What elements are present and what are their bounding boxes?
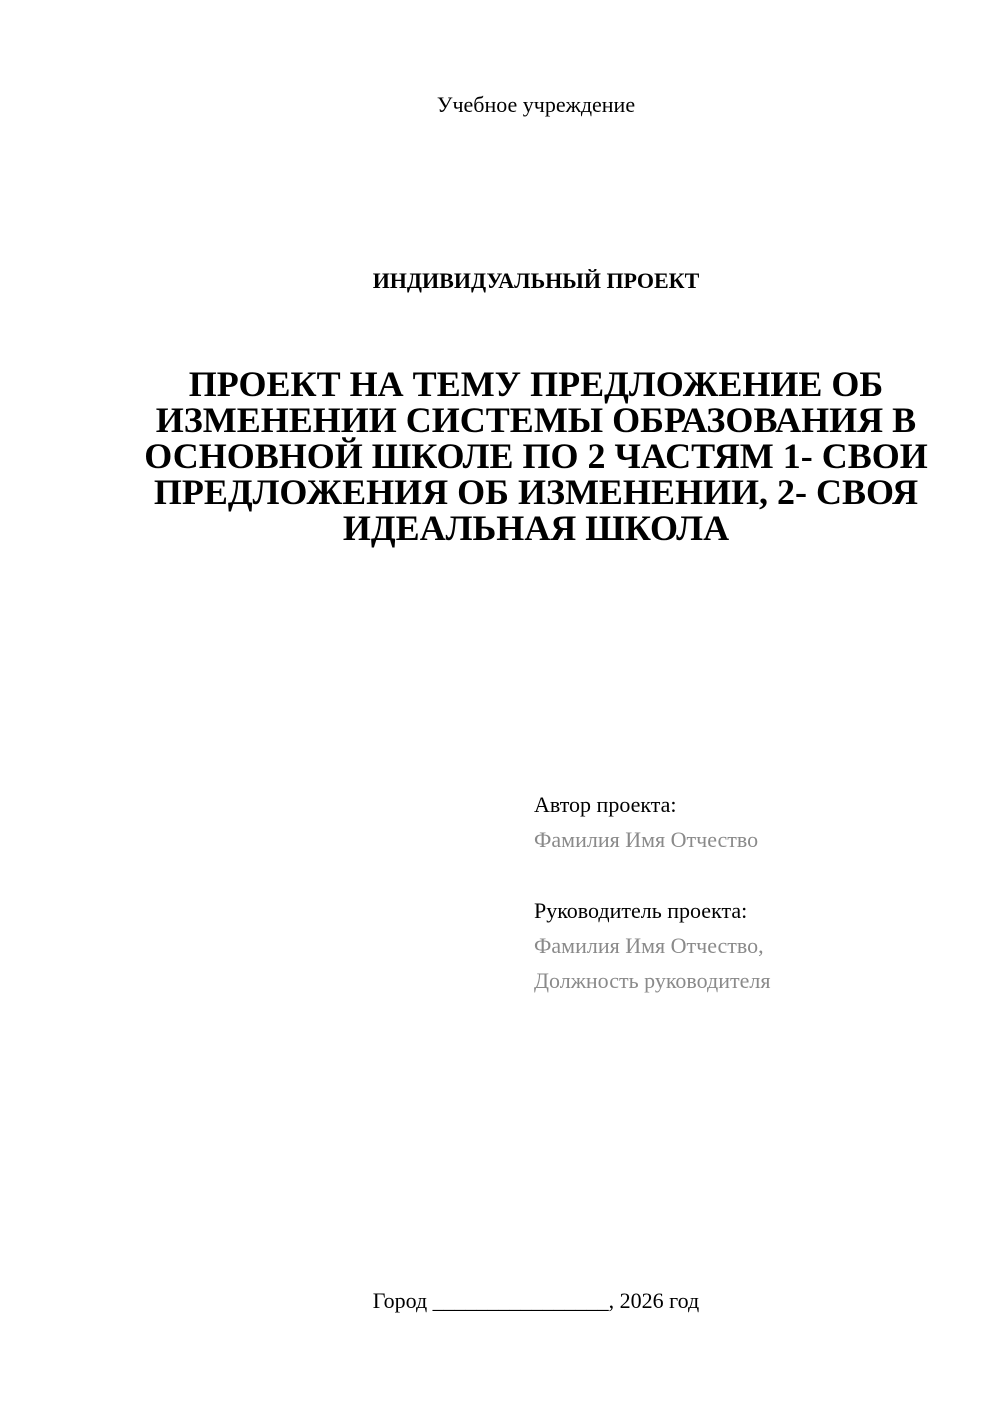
supervisor-block [534, 893, 974, 998]
institution-name: Учебное учреждение [436, 92, 636, 117]
project-title: ПРОЕКТ НА ТЕМУ ПРЕДЛОЖЕНИЕ ОБ ИЗМЕНЕНИИ СИСТЕМЫ ОБРАЗОВАНИЯ В ОСНОВНОЙ ШКОЛЕ ПО 2 ЧАСТЯМ 1- СВОИ ПРЕДЛОЖЕНИЯ ОБ ИЗМЕНЕНИИ, 2- СВОЯ ИДЕАЛЬНАЯ ШКОЛА [144, 364, 928, 548]
project-type-heading: ИНДИВИДУАЛЬНЫЙ ПРОЕКТ [372, 268, 700, 293]
author-label: Автор проекта: [534, 792, 677, 817]
author-block [534, 787, 974, 857]
supervisor-position: Должность руководителя [534, 968, 771, 993]
supervisor-name: Фамилия Имя Отчество, [534, 933, 764, 958]
supervisor-label: Руководитель проекта: [534, 898, 748, 923]
city-year-line: Город ________________, 2026 год [372, 1288, 700, 1313]
author-name: Фамилия Имя Отчество [534, 827, 759, 852]
